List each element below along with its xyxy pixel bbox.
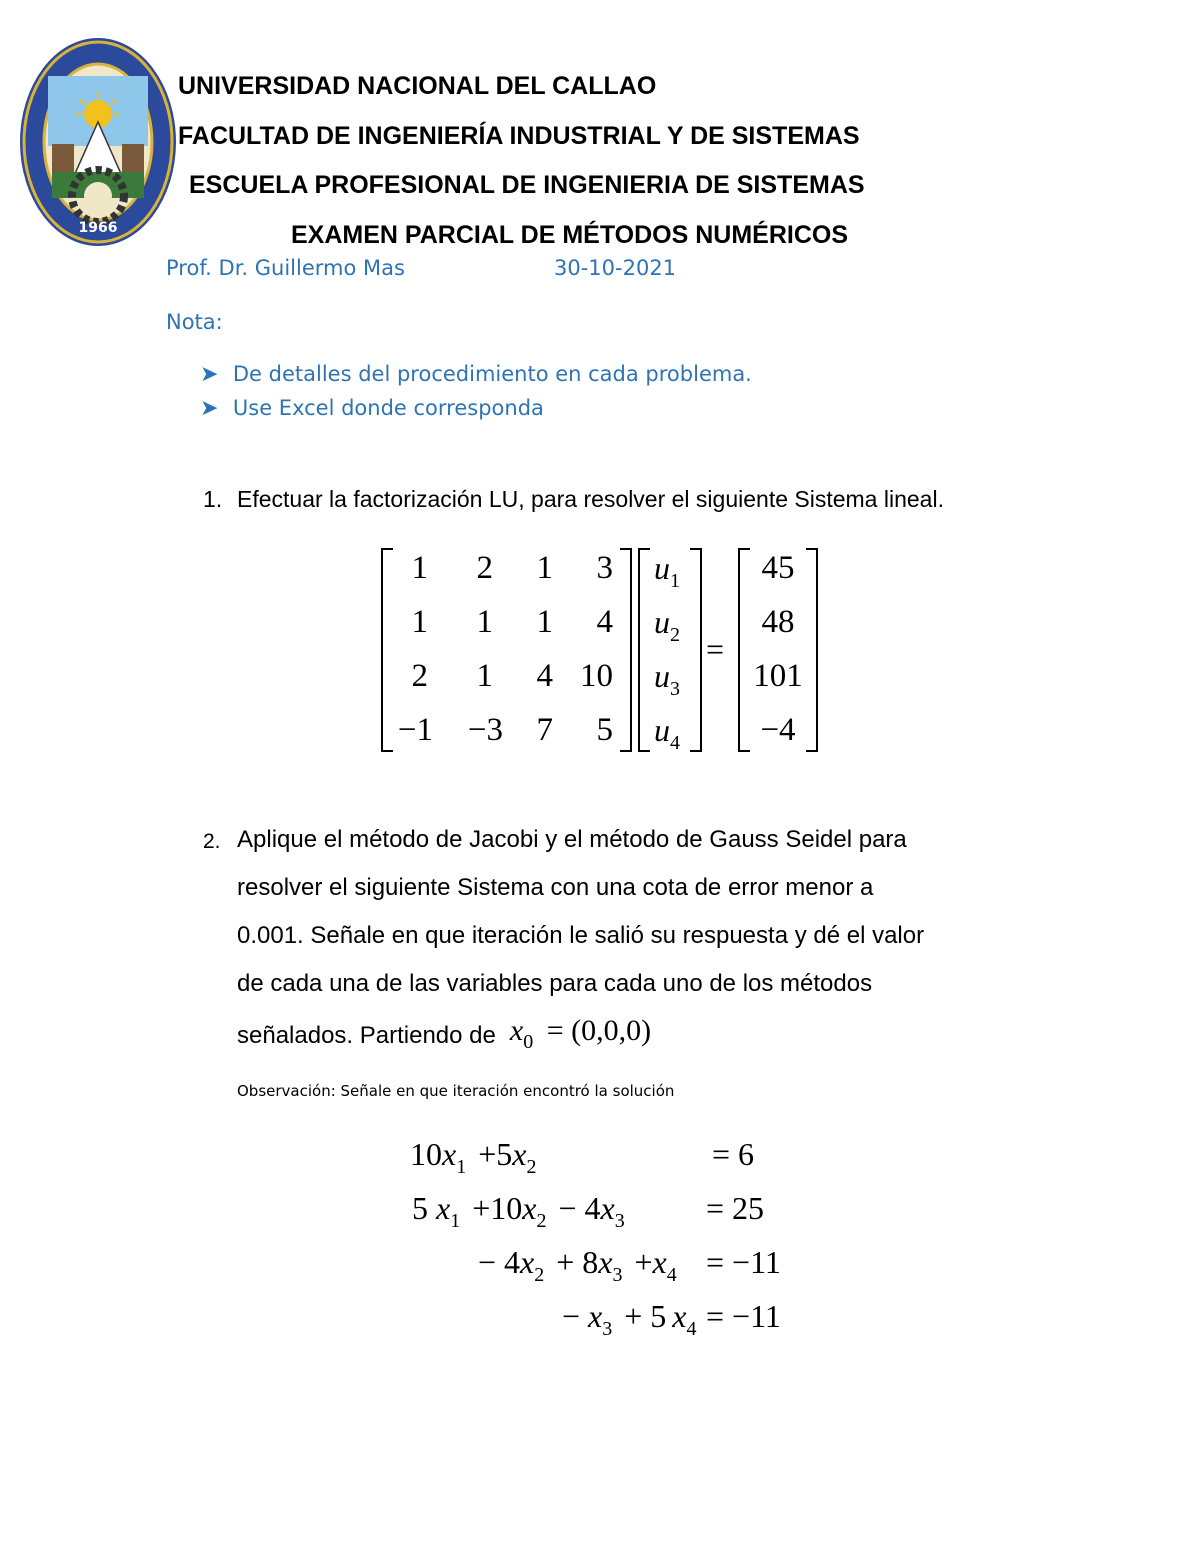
unknown-u3: $u_3$ — [654, 658, 680, 700]
note-item: ➤ De detalles del procedimiento en cada problema. — [200, 361, 752, 386]
matrix-cell: 5 — [596, 712, 613, 748]
equation-2-rhs: = 25 — [706, 1190, 765, 1226]
unknown-u2: $u_2$ — [654, 604, 680, 646]
matrix-cell: −3 — [467, 712, 503, 748]
initial-vector: $x_0 = (0,0,0)$ — [509, 1013, 652, 1053]
matrix-cell: 3 — [596, 550, 613, 586]
matrix-cell: 7 — [536, 712, 553, 748]
matrix-cell: 1 — [411, 550, 428, 586]
faculty-name: FACULTAD DE INGENIERÍA INDUSTRIAL Y DE SISTEMAS — [178, 122, 860, 150]
matrix-cell: 1 — [536, 604, 553, 640]
unknown-u4: $u_4$ — [654, 712, 680, 754]
matrix-cell: 1 — [476, 604, 493, 640]
school-name: ESCUELA PROFESIONAL DE INGENIERIA DE SISTEMAS — [189, 171, 865, 199]
equation-2: 5 $x_1 +10x_2 - 4x_3$ — [412, 1190, 625, 1232]
equation-3: − $4x_2 + 8x_3 +x_4$ — [478, 1244, 677, 1286]
q1-number: 1. — [203, 486, 223, 512]
equation-3-rhs: = −11 — [706, 1244, 781, 1280]
matrix-cell: 1 — [476, 658, 493, 694]
rhs-cell: 101 — [753, 658, 803, 694]
note-item: ➤ Use Excel donde corresponda — [200, 395, 544, 420]
rhs-cell: 45 — [761, 550, 795, 586]
matrix-cell: 4 — [596, 604, 613, 640]
rhs-cell: −4 — [760, 712, 796, 748]
matrix-cell: 2 — [476, 550, 493, 586]
matrix-cell: 4 — [536, 658, 553, 694]
exam-date: 30-10-2021 — [554, 256, 677, 280]
arrow-bullet-icon: ➤ — [200, 395, 219, 420]
unknown-u1: $u_1$ — [654, 550, 680, 592]
notes-title: Nota: — [166, 310, 223, 334]
professor-name: Prof. Dr. Guillermo Mas — [166, 256, 405, 280]
q2-statement: Aplique el método de Jacobi y el método de Gauss Seidel para resolver el siguiente Sistema con una cota de error menor a 0.001. Señale en que iteración le salió su respuesta y dé el valor de cada una de las variables para cada uno de los métodos señalados. Partiendo de $x_0 = (0,0,0)$ — [237, 816, 924, 1064]
svg-text:1966: 1966 — [78, 220, 118, 236]
equation-4-rhs: = −11 — [706, 1298, 781, 1334]
matrix-cell: 1 — [411, 604, 428, 640]
university-name: UNIVERSIDAD NACIONAL DEL CALLAO — [178, 72, 657, 100]
matrix-cell: 10 — [580, 658, 613, 694]
matrix-cell: 1 — [536, 550, 553, 586]
matrix-cell: 2 — [411, 658, 428, 694]
rhs-cell: 48 — [761, 604, 795, 640]
q2-observation: Observación: Señale en que iteración encontró la solución — [237, 1082, 675, 1100]
q1-statement: Efectuar la factorización LU, para resolver el siguiente Sistema lineal. — [237, 486, 944, 512]
exam-title: EXAMEN PARCIAL DE MÉTODOS NUMÉRICOS — [291, 221, 848, 249]
arrow-bullet-icon: ➤ — [200, 361, 219, 386]
equals-sign: = — [706, 631, 725, 667]
equation-1-rhs: = 6 — [712, 1136, 755, 1172]
equation-1: $10x_1 +5x_2$ — [410, 1136, 537, 1178]
matrix-cell: −1 — [397, 712, 433, 748]
q2-number: 2. — [203, 830, 221, 853]
equation-4: − $x_3 + 5$ $x_4$ — [562, 1298, 697, 1340]
